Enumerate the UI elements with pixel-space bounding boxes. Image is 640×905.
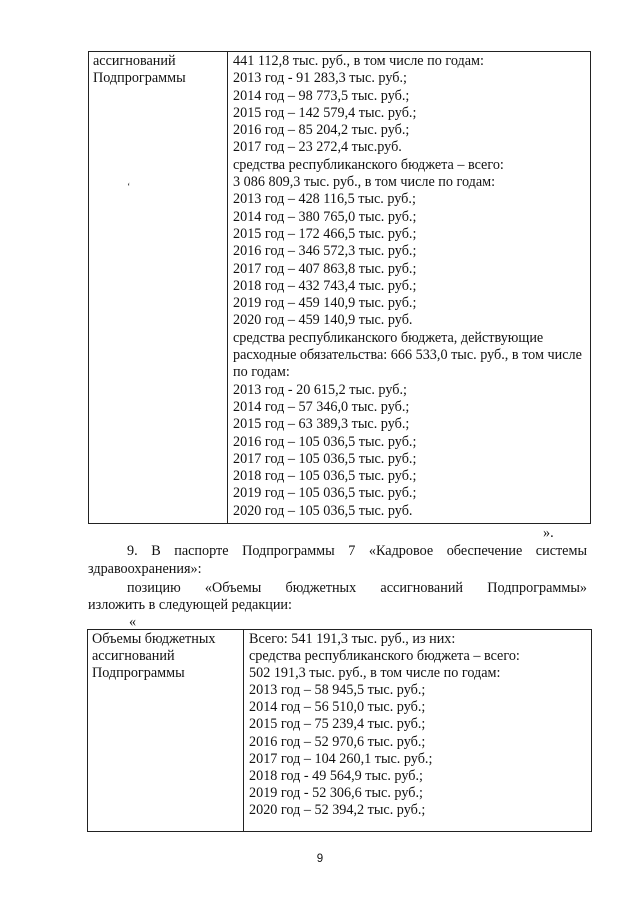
paragraph-9-line-1: 9. В паспорте Подпрограммы 7 «Кадровое обеспечение системы: [127, 543, 587, 559]
position-line-1: позицию «Объемы бюджетных ассигнований Подпрограммы»: [127, 580, 587, 596]
text-line: 2018 год – 432 743,4 тыс. руб.;: [233, 277, 417, 294]
table-row: [89, 52, 591, 524]
opening-quote: «: [129, 614, 137, 630]
text-line: 2020 год – 459 140,9 тыс. руб.: [233, 312, 413, 329]
table2-left-lines: [92, 631, 243, 682]
text-line: 2020 год – 105 036,5 тыс. руб.: [233, 502, 413, 519]
budget-table-2: [87, 629, 592, 832]
text-line: 2015 год – 75 239,4 тыс. руб.;: [249, 716, 426, 733]
text-line: ассигнований: [92, 648, 175, 665]
text-line: 2016 год – 346 572,3 тыс. руб.;: [233, 243, 417, 260]
text-line: 502 191,3 тыс. руб., в том числе по годам:: [249, 665, 501, 682]
table1-right-lines: [233, 53, 590, 520]
table2-left-cell: [88, 630, 244, 832]
text-line: Всего: 541 191,3 тыс. руб., из них:: [249, 631, 456, 647]
page-number: 9: [316, 853, 324, 865]
text-line: 2013 год - 91 283,3 тыс. руб.;: [233, 70, 407, 87]
text-line: Подпрограммы: [93, 70, 186, 87]
text-line: 2018 год - 49 564,9 тыс. руб.;: [249, 767, 423, 784]
text-line: 2019 год – 105 036,5 тыс. руб.;: [233, 485, 417, 502]
paragraph-9-line-2: здравоохранения»:: [88, 561, 202, 577]
table2-right-lines: [249, 631, 591, 819]
text-line: средства республиканского бюджета – всего:: [233, 156, 504, 173]
text-line: 2014 год – 98 773,5 тыс. руб.;: [233, 87, 410, 104]
text-line: 2014 год – 57 346,0 тыс. руб.;: [233, 398, 410, 415]
text-line: ассигнований: [93, 53, 176, 69]
text-line: средства республиканского бюджета – всего:: [249, 648, 520, 665]
text-line: 2017 год – 104 260,1 тыс. руб.;: [249, 750, 433, 767]
text-line: 2019 год - 52 306,6 тыс. руб.;: [249, 784, 423, 801]
text-line: Объемы бюджетных: [92, 631, 216, 647]
text-line: 441 112,8 тыс. руб., в том числе по годам:: [233, 53, 484, 69]
text-line: 2014 год – 56 510,0 тыс. руб.;: [249, 699, 426, 716]
closing-quote: ».: [543, 525, 554, 541]
position-line-2: изложить в следующей редакции:: [88, 597, 292, 613]
text-line: 2013 год – 428 116,5 тыс. руб.;: [233, 191, 416, 208]
text-line: 2015 год – 172 466,5 тыс. руб.;: [233, 225, 417, 242]
text-line: 2013 год - 20 615,2 тыс. руб.;: [233, 381, 407, 398]
table1-left-cell: [89, 52, 228, 524]
text-line: 2016 год – 105 036,5 тыс. руб.;: [233, 433, 417, 450]
table1-right-cell: [228, 52, 591, 524]
text-line: 2013 год – 58 945,5 тыс. руб.;: [249, 682, 426, 699]
text-line: 2015 год – 63 389,3 тыс. руб.;: [233, 416, 410, 433]
text-line: Подпрограммы: [92, 665, 185, 682]
text-line: 2016 год – 52 970,6 тыс. руб.;: [249, 733, 426, 750]
text-line: средства республиканского бюджета, действующие: [233, 329, 544, 346]
text-line: 3 086 809,3 тыс. руб., в том числе по годам:: [233, 174, 496, 191]
text-line: 2020 год – 52 394,2 тыс. руб.;: [249, 801, 426, 818]
table-row: [88, 630, 592, 832]
text-line: по годам:: [233, 364, 290, 381]
text-line: 2016 год – 85 204,2 тыс. руб.;: [233, 122, 410, 139]
table1-left-lines: [93, 53, 227, 88]
text-line: 2017 год – 23 272,4 тыс.руб.: [233, 139, 402, 156]
table2-right-cell: [244, 630, 592, 832]
text-line: 2017 год – 407 863,8 тыс. руб.;: [233, 260, 417, 277]
text-line: 2018 год – 105 036,5 тыс. руб.;: [233, 468, 417, 485]
text-line: 2015 год – 142 579,4 тыс. руб.;: [233, 104, 417, 121]
text-line: расходные обязательства: 666 533,0 тыс. руб., в том числе: [233, 347, 582, 364]
text-line: 2017 год – 105 036,5 тыс. руб.;: [233, 450, 417, 467]
text-line: 2014 год – 380 765,0 тыс. руб.;: [233, 208, 417, 225]
text-line: 2019 год – 459 140,9 тыс. руб.;: [233, 295, 417, 312]
stray-mark: ‘: [127, 182, 131, 193]
budget-table-1: [88, 51, 591, 524]
